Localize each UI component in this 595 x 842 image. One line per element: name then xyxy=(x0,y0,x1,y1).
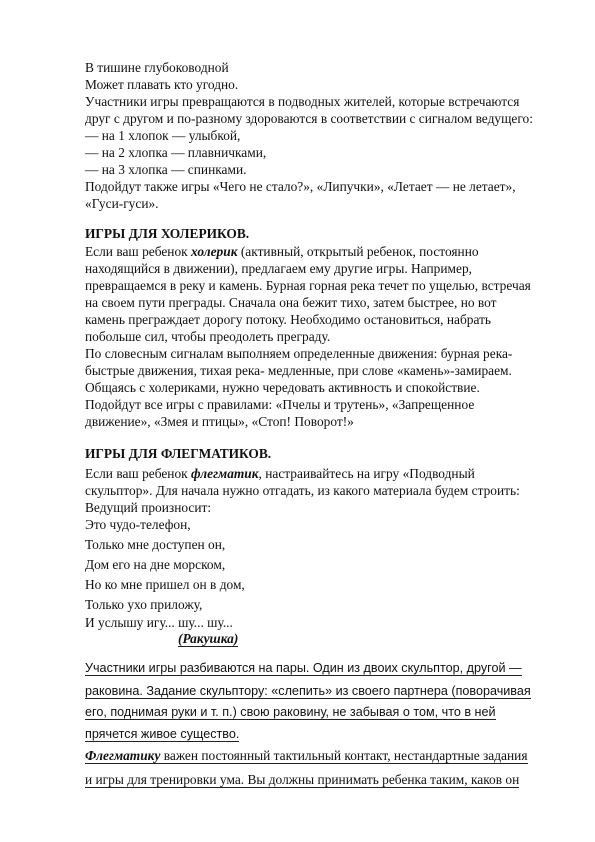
text-line: движение», «Змея и птицы», «Стоп! Поворот!» xyxy=(85,414,354,429)
text-span: прячется живое существо. xyxy=(85,727,240,741)
section-heading-phlegmatic: ИГРЫ ДЛЯ ФЛЕГМАТИКОВ. xyxy=(85,446,272,461)
poem-line: Дом его на дне морском, xyxy=(85,557,226,572)
section-heading-choleric: ИГРЫ ДЛЯ ХОЛЕРИКОВ. xyxy=(85,226,250,241)
text-line: превращаемся в реку и камень. Бурная горная река течет по ущелью, встречая xyxy=(85,278,531,293)
text-span: Если ваш ребенок xyxy=(85,466,192,481)
text-line xyxy=(85,748,528,764)
text-line: Ведущий произносит: xyxy=(85,500,212,515)
text-line: По словесным сигналам выполняем определенные движения: бурная река- xyxy=(85,346,513,361)
text-line xyxy=(85,660,522,676)
text-line: Подойдут все игры с правилами: «Пчелы и трутень», «Запрещенное xyxy=(85,397,475,412)
poem-line: Но ко мне пришел он в дом, xyxy=(85,577,245,592)
text-span: Если ваш ребенок xyxy=(85,244,192,259)
emphasis-term: Флегматику xyxy=(85,748,161,763)
text-line: друг с другом и по-разному здороваются в соответствии с сигналом ведущего: xyxy=(85,111,533,126)
text-line xyxy=(85,466,475,482)
text-line xyxy=(85,726,239,742)
poem-line: Только мне доступен он, xyxy=(85,537,226,552)
text-line xyxy=(85,704,496,720)
text-span: и игры для тренировки ума. Вы должны принимать ребенка таким, каков он xyxy=(85,772,520,787)
text-line: камень преграждает дорогу потоку. Необходимо остановиться, набрать xyxy=(85,312,492,327)
text-line xyxy=(85,244,479,260)
emphasis-term: флегматик xyxy=(191,466,259,481)
text-line: побольше сил, чтобы преодолеть преграду. xyxy=(85,329,331,344)
text-line: «Гуси-гуси». xyxy=(85,196,159,211)
text-line: на своем пути преграды. Сначала она бежит тихо, затем быстрее, но вот xyxy=(85,295,497,310)
text-line: Подойдут также игры «Чего не стало?», «Липучки», «Летает — не летает», xyxy=(85,179,516,194)
text-span: его, поднимая руки и т. п.) свою раковину, не забывая о том, что в ней xyxy=(85,705,496,719)
text-span: важен постоянный тактильный контакт, нестандартные задания xyxy=(160,748,528,763)
text-span: (активный, открытый ребенок, постоянно xyxy=(237,244,479,259)
text-line: быстрые движения, тихая река- медленные, при слове «камень»-замираем. xyxy=(85,363,512,378)
text-line: находящийся в движении), предлагаем ему другие игры. Например, xyxy=(85,261,472,276)
text-line: скульптор». Для начала нужно отгадать, из какого материала будем строить: xyxy=(85,483,520,498)
text-line: Участники игры превращаются в подводных жителей, которые встречаются xyxy=(85,94,520,109)
text-span: раковина. Задание скульптору: «слепить» из своего партнера (поворачивая xyxy=(85,684,531,698)
riddle-answer xyxy=(178,631,238,647)
list-item: — на 3 хлопка — спинками. xyxy=(85,162,247,177)
poem-line: Это чудо-телефон, xyxy=(85,517,191,532)
poem-line: Только ухо приложу, xyxy=(85,597,203,612)
text-line xyxy=(85,683,531,699)
text-span: , настраивайтесь на игру «Подводный xyxy=(258,466,475,481)
text-line xyxy=(85,772,519,788)
text-line: Общаясь с холериками, нужно чередовать активность и спокойствие. xyxy=(85,380,480,395)
poem-line: Может плавать кто угодно. xyxy=(85,77,239,92)
riddle-answer-text: (Ракушка) xyxy=(178,631,239,646)
list-item: — на 1 хлопок — улыбкой, xyxy=(85,128,241,143)
emphasis-term: холерик xyxy=(191,244,238,259)
text-span: Участники игры разбиваются на пары. Один из двоих скульптор, другой — xyxy=(85,661,522,675)
poem-line: В тишине глубоководной xyxy=(85,60,229,75)
poem-line: И услышу игу... шу... шу... xyxy=(85,615,233,630)
list-item: — на 2 хлопка — плавничками, xyxy=(85,145,267,160)
